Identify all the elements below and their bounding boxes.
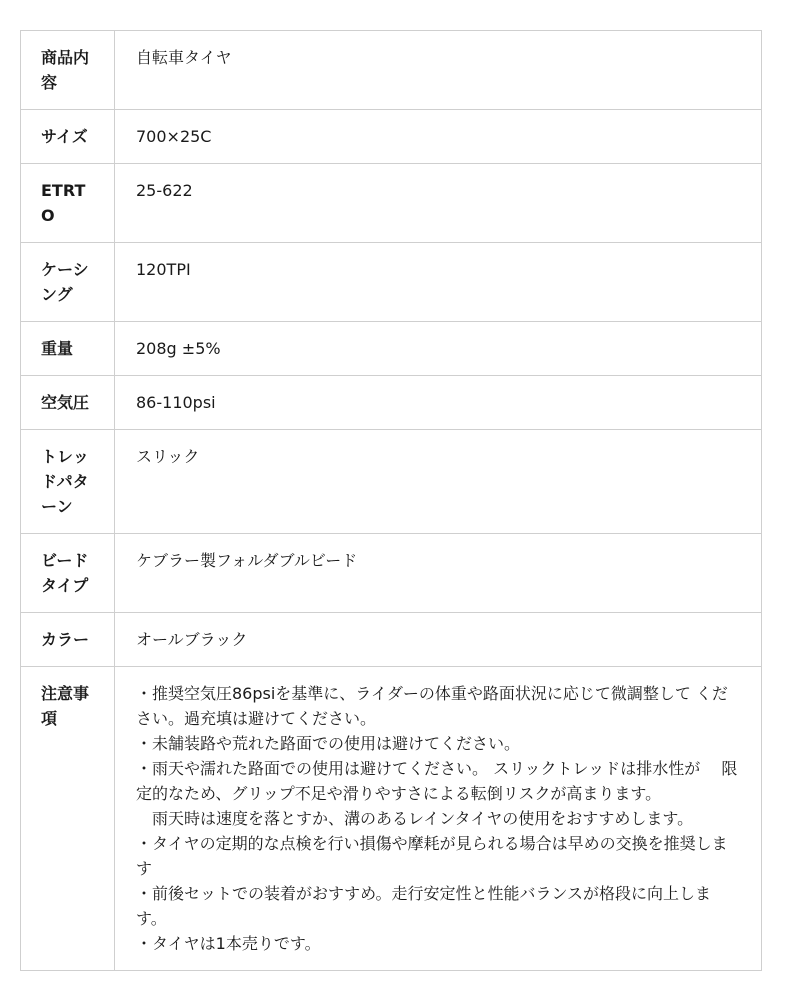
spec-table xyxy=(20,30,762,971)
spec-value: 700×25C xyxy=(115,110,762,164)
spec-label: サイズ xyxy=(21,110,115,164)
spec-row-color xyxy=(21,613,762,667)
note-line: ・推奨空気圧86psiを基準に、ライダーの体重や路面状況に応じて微調整して ください。過充填は避けてください。 xyxy=(136,684,728,728)
spec-value: 208g ±5% xyxy=(115,322,762,376)
spec-label: 空気圧 xyxy=(21,376,115,430)
spec-label: 重量 xyxy=(21,322,115,376)
spec-label: ケーシング xyxy=(21,243,115,322)
spec-label: ビードタイプ xyxy=(21,534,115,613)
spec-value: オールブラック xyxy=(115,613,762,667)
note-line: ・タイヤの定期的な点検を行い損傷や摩耗が見られる場合は早めの交換を推奨します xyxy=(136,834,728,878)
spec-label: 注意事項 xyxy=(21,667,115,971)
spec-row-etrto xyxy=(21,164,762,243)
spec-row-pressure xyxy=(21,376,762,430)
spec-row-tread xyxy=(21,430,762,534)
note-line: ・雨天や濡れた路面での使用は避けてください。 スリックトレッドは排水性が 限定的なため、グリップ不足や滑りやすさによる転倒リスクが高まります。 xyxy=(136,759,738,803)
note-line: ・未舗装路や荒れた路面での使用は避けてください。 xyxy=(136,734,521,753)
spec-label: カラー xyxy=(21,613,115,667)
spec-value: 25-622 xyxy=(115,164,762,243)
notes-content xyxy=(115,667,762,971)
spec-row-size xyxy=(21,110,762,164)
spec-row-notes xyxy=(21,667,762,971)
note-line: ・タイヤは1本売りです。 xyxy=(136,934,321,953)
spec-value: 自転車タイヤ xyxy=(115,31,762,110)
note-line: 雨天時は速度を落とすか、溝のあるレインタイヤの使用をおすすめします。 xyxy=(136,809,694,828)
spec-row-weight xyxy=(21,322,762,376)
spec-label: ETRTO xyxy=(21,164,115,243)
spec-value: スリック xyxy=(115,430,762,534)
note-line: ・前後セットでの装着がおすすめ。走行安定性と性能バランスが格段に向上します。 xyxy=(136,884,712,928)
spec-row-bead xyxy=(21,534,762,613)
spec-row-casing xyxy=(21,243,762,322)
spec-value: ケブラー製フォルダブルビード xyxy=(115,534,762,613)
spec-value: 120TPI xyxy=(115,243,762,322)
spec-row-contents xyxy=(21,31,762,110)
spec-label: トレッドパターン xyxy=(21,430,115,534)
spec-value: 86-110psi xyxy=(115,376,762,430)
spec-label: 商品内容 xyxy=(21,31,115,110)
